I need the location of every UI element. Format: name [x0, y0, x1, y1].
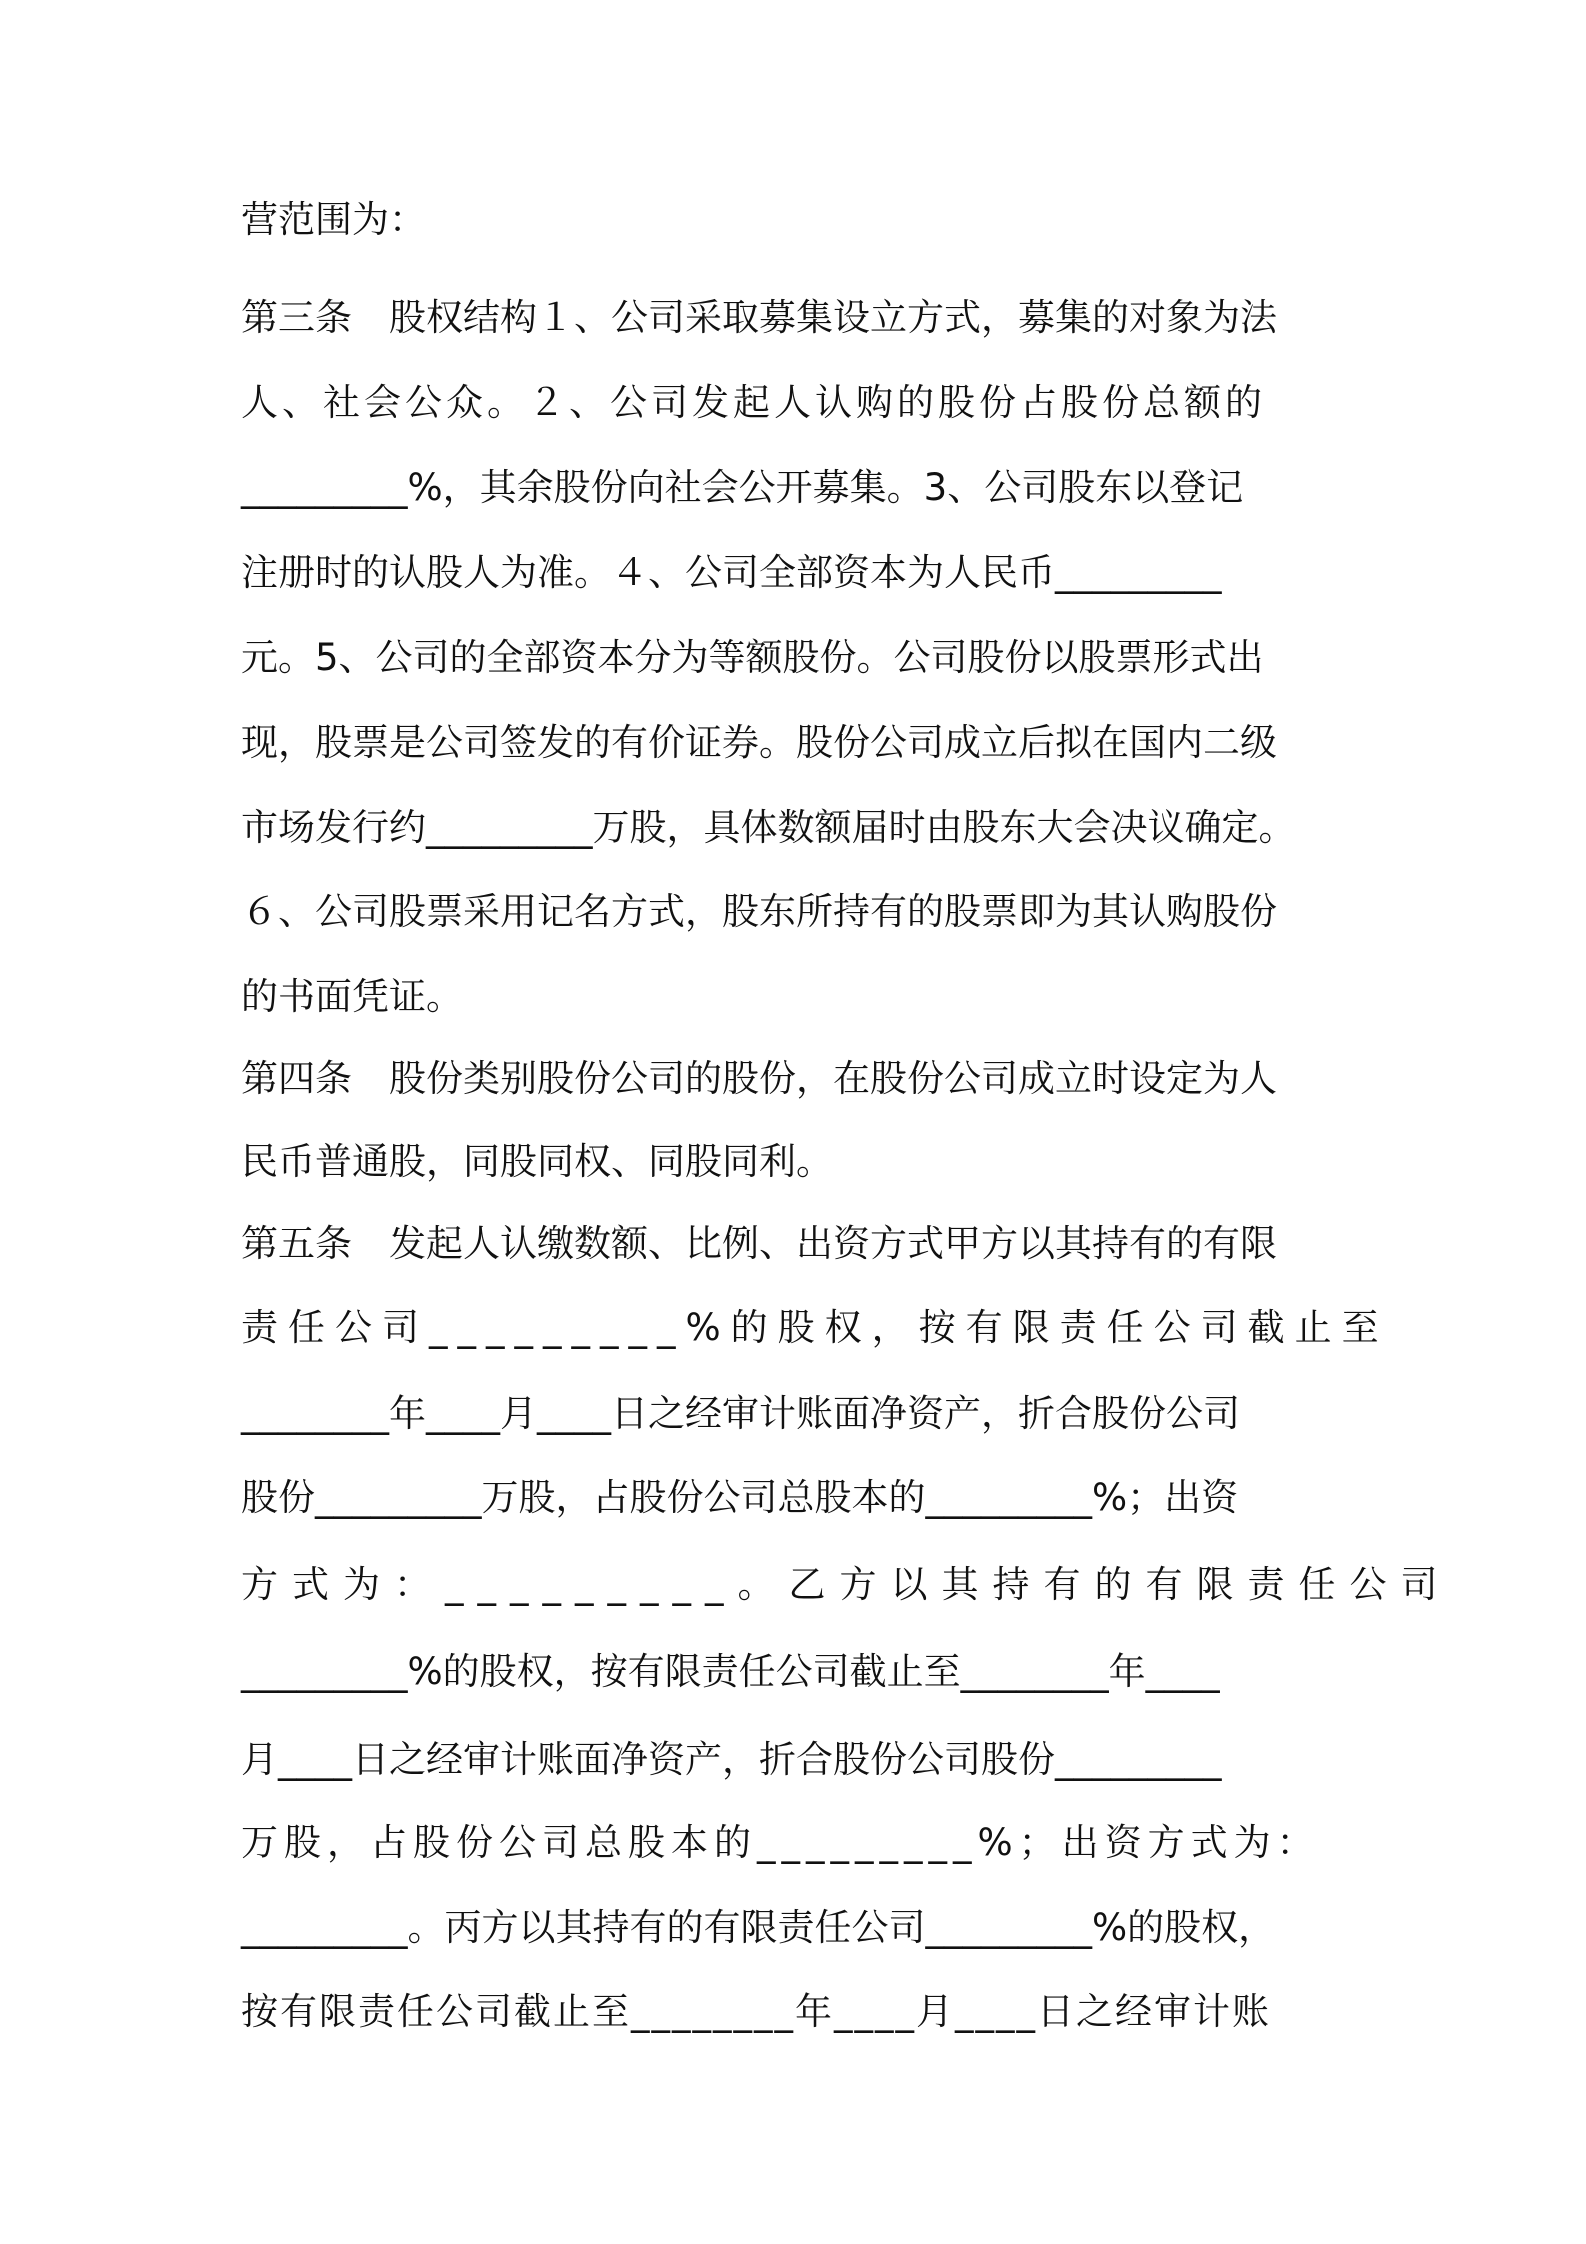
text-line: 月____日之经审计账面净资产，折合股份公司股份_________ [241, 1738, 1222, 1781]
text-line: 人、社会公众。２、公司发起人认购的股份占股份总额的 [241, 381, 1266, 424]
text-line: 注册时的认股人为准。４、公司全部资本为人民币_________ [241, 551, 1222, 594]
text-line: 按有限责任公司截止至________年____月____日之经审计账 [241, 1990, 1271, 2033]
text-line: 元。5、公司的全部资本分为等额股份。公司股份以股票形式出 [241, 636, 1264, 679]
document-body [241, 196, 1452, 2036]
text-line: 现，股票是公司签发的有价证券。股份公司成立后拟在国内二级 [241, 721, 1277, 764]
text-line: 股份_________万股，占股份公司总股本的_________%；出资 [241, 1476, 1239, 1519]
text-line: _________%的股权，按有限责任公司截止至________年____ [241, 1650, 1220, 1693]
text-line: 民币普通股，同股同权、同股同利。 [241, 1140, 833, 1183]
text-line: 万股，占股份公司总股本的_________%；出资方式为： [241, 1821, 1320, 1864]
text-line: _________。丙方以其持有的有限责任公司_________%的股权， [241, 1906, 1276, 1949]
text-line: 第三条 股权结构１、公司采取募集设立方式，募集的对象为法 [241, 296, 1277, 339]
text-line: 第四条 股份类别股份公司的股份，在股份公司成立时设定为人 [241, 1057, 1277, 1100]
text-line: _________%，其余股份向社会公开募集。3、公司股东以登记 [241, 466, 1244, 509]
text-line: ________年____月____日之经审计账面净资产，折合股份公司 [241, 1392, 1240, 1435]
text-line: ６、公司股票采用记名方式，股东所持有的股票即为其认购股份 [241, 890, 1277, 933]
text-line: 责任公司_________%的股权，按有限责任公司截止至 [241, 1306, 1389, 1349]
text-line: 营范围为： [241, 198, 426, 241]
text-line: 市场发行约_________万股，具体数额届时由股东大会决议确定。 [241, 806, 1296, 849]
text-line: 第五条 发起人认缴数额、比例、出资方式甲方以其持有的有限 [241, 1222, 1277, 1265]
text-line: 的书面凭证。 [241, 975, 463, 1018]
text-line: 方式为：_________。乙方以其持有的有限责任公司 [241, 1563, 1452, 1606]
